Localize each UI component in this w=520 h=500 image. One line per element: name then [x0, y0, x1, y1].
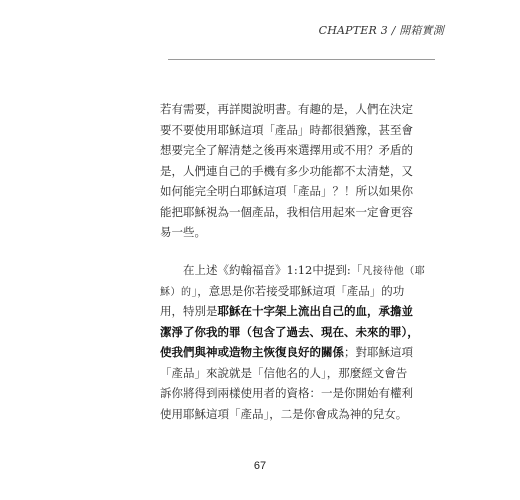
- text-line: 訴你將得到兩樣使用者的資格：一是你開始有權利: [160, 386, 413, 400]
- emphasis-text: 潔淨了你我的罪（包含了過去、現在、未來的罪），: [160, 324, 419, 339]
- paragraph-1: [160, 99, 440, 243]
- text-line: [160, 281, 440, 302]
- text-run: 在上述《約翰福音》1:12中提到:「: [183, 263, 363, 277]
- text-line: 能把耶穌視為一個產品，我相信用起來一定會更容: [160, 204, 413, 219]
- text-line: [160, 301, 440, 322]
- emphasis-text: 耶穌在十字架上流出自己的血，承擔並: [217, 304, 413, 318]
- text-line: [160, 342, 440, 363]
- text-line: 要不要使用耶穌這項「產品」時都很猶豫，甚至會: [160, 122, 413, 137]
- text-line: 使用耶穌這項「產品」，二是你會成為神的兒女。: [160, 406, 408, 421]
- emphasis-text: 使我們與神或造物主恢復良好的關係: [160, 345, 344, 359]
- text-line: 易一些。: [160, 225, 206, 239]
- text-run: 用，特別是: [160, 304, 218, 318]
- text-run: 」，意思是你若接受耶穌這項「產品」的功: [191, 283, 405, 298]
- header-rule: [168, 59, 435, 60]
- scripture-quote: 穌）的: [160, 286, 192, 298]
- paragraph-2: [160, 260, 440, 424]
- text-line: 想要完全了解清楚之後再來選擇用或不用？矛盾的: [160, 143, 413, 157]
- running-head: CHAPTER 3 / 開箱實測: [318, 24, 444, 37]
- text-line: [160, 260, 440, 281]
- text-line: 如何能完全明白耶穌這項「產品」？！所以如果你: [160, 184, 413, 198]
- text-line: 「產品」來說就是「信他名的人」，那麼經文會告: [160, 365, 408, 380]
- scripture-quote: 凡接待他（耶: [362, 266, 426, 277]
- text-line: 是，人們連自己的手機有多少功能都不太清楚，又: [160, 163, 413, 178]
- page-number: 67: [253, 460, 267, 472]
- text-run: ；對耶穌這項: [344, 345, 413, 359]
- text-line: 若有需要，再詳閱說明書。有趣的是，人們在決定: [160, 102, 413, 116]
